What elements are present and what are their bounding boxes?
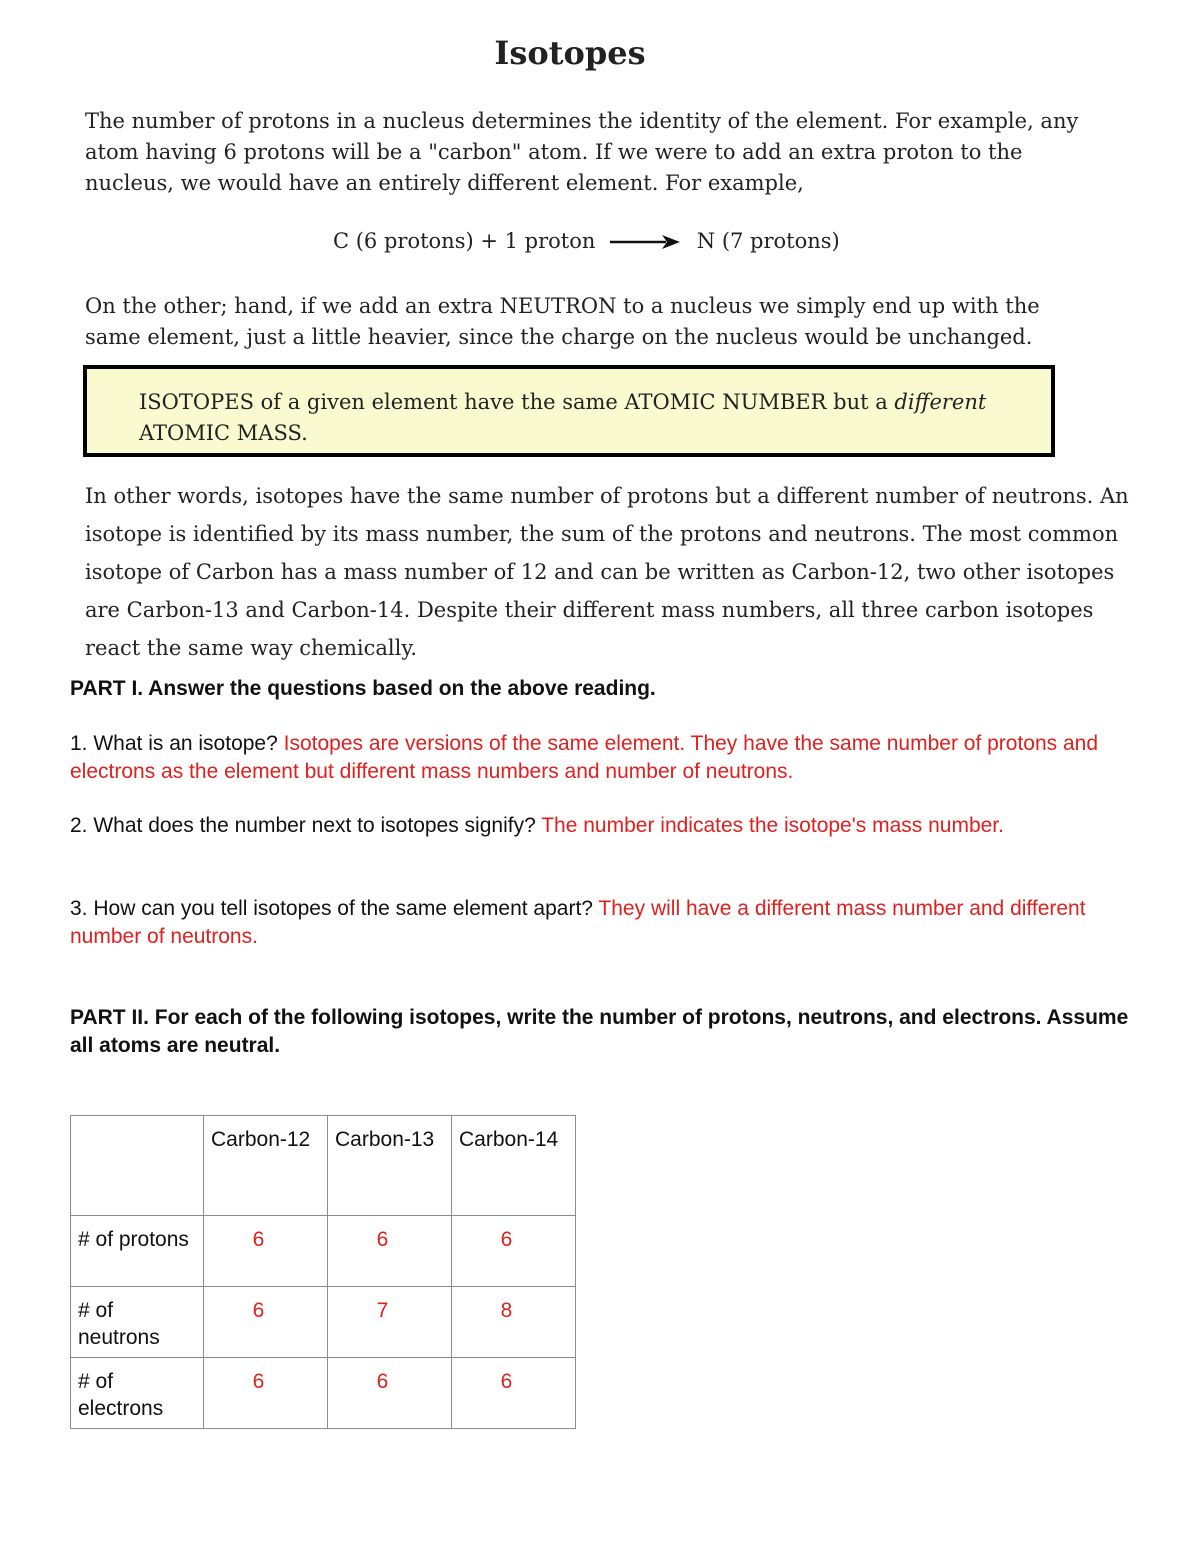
- part2-heading: PART II. For each of the following isotopes, write the number of protons, neutrons, and electrons. Assume all atoms are neutral.: [70, 1006, 1129, 1057]
- table-row: [71, 1287, 576, 1358]
- definition-callout: [83, 365, 1055, 457]
- table-header-cell: [71, 1116, 204, 1216]
- intro-paragraph-3: In other words, isotopes have the same number of protons but a different number of neutrons. An isotope is identified by its mass number, the sum of the protons and neutrons. The most common isotope of Carbon has a mass number of 12 and can be written as Carbon-12, two other isotopes are Carbon-13 and Carbon-14. Despite their different mass numbers, all three carbon isotopes react the same way chemically.: [85, 484, 1129, 660]
- table-cell: 7: [328, 1287, 452, 1358]
- reaction-equation: [333, 229, 840, 255]
- answer-1-text: Isotopes are versions of the same element. They have the same number of protons and electrons as the element but different mass numbers and number of neutrons.: [70, 732, 1099, 783]
- right-arrow-icon: [610, 231, 680, 255]
- table-row: [71, 1216, 576, 1287]
- table-cell: 8: [452, 1287, 576, 1358]
- table-cell: 6: [328, 1358, 452, 1429]
- callout-text: [139, 387, 986, 449]
- table-cell: 6: [328, 1216, 452, 1287]
- callout-emphasis: different: [894, 390, 987, 414]
- answer-2-text: The number indicates the isotope's mass number.: [541, 814, 1004, 837]
- question-2: [70, 812, 1130, 840]
- table-cell: 6: [452, 1358, 576, 1429]
- equation-left: C (6 protons) + 1 proton: [333, 229, 596, 253]
- table-row: [71, 1358, 576, 1429]
- table-cell: 6: [452, 1216, 576, 1287]
- equation-right: N (7 protons): [696, 229, 840, 253]
- row-label: # of protons: [71, 1216, 204, 1287]
- question-3-text: 3. How can you tell isotopes of the same element apart?: [70, 897, 599, 920]
- table-header-cell: Carbon-13: [328, 1116, 452, 1216]
- isotope-table: [70, 1115, 576, 1429]
- question-1-text: 1. What is an isotope?: [70, 732, 284, 755]
- intro-paragraph-1: The number of protons in a nucleus determines the identity of the element. For example, any atom having 6 protons will be a "carbon" atom. If we were to add an extra proton to the nucleus, we would have an entirely different element. For example,: [85, 109, 1079, 195]
- intro-paragraph-2: On the other; hand, if we add an extra NEUTRON to a nucleus we simply end up with the same element, just a little heavier, since the charge on the nucleus would be unchanged.: [85, 294, 1040, 349]
- table-cell: 6: [204, 1358, 328, 1429]
- table-cell: 6: [204, 1216, 328, 1287]
- question-1: [70, 730, 1130, 786]
- table-header-row: [71, 1116, 576, 1216]
- row-label: # of electrons: [71, 1358, 204, 1429]
- page-title: Isotopes: [494, 34, 646, 72]
- question-2-text: 2. What does the number next to isotopes signify?: [70, 814, 542, 837]
- answer-3-text: They will have a different mass number and different number of neutrons.: [70, 897, 1086, 948]
- table-header-cell: Carbon-14: [452, 1116, 576, 1216]
- table-cell: 6: [204, 1287, 328, 1358]
- callout-text-a: ISOTOPES of a given element have the same ATOMIC NUMBER but a: [139, 390, 895, 414]
- row-label: # of neutrons: [71, 1287, 204, 1358]
- callout-text-b: ATOMIC MASS.: [139, 421, 308, 445]
- table-header-cell: Carbon-12: [204, 1116, 328, 1216]
- question-3: [70, 895, 1130, 951]
- part1-heading: PART I. Answer the questions based on the above reading.: [70, 677, 656, 700]
